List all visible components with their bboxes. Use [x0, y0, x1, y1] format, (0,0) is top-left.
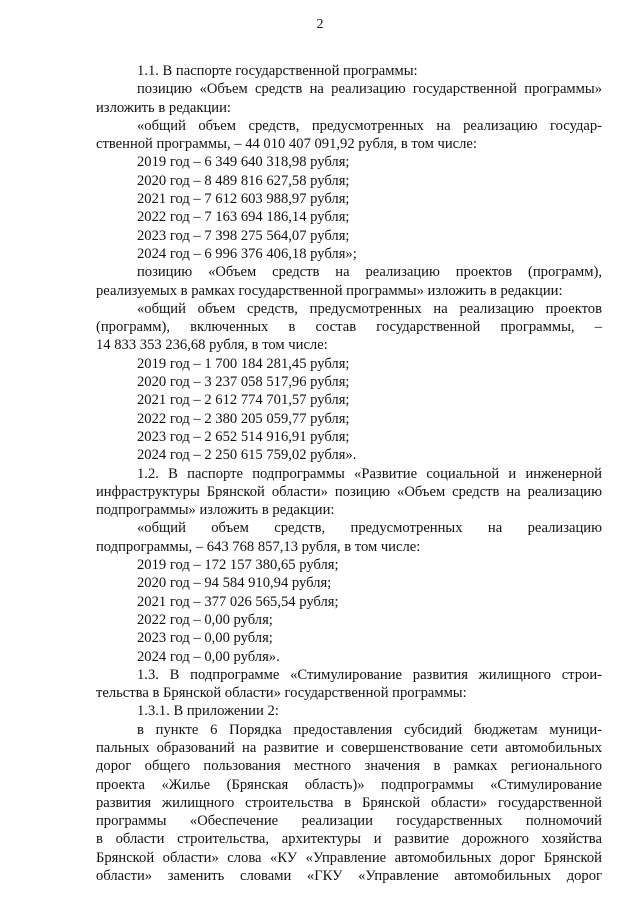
text-line: проекта «Жилье (Брянская область)» подпрограммы «Стимулирование — [96, 776, 602, 793]
funding-year-line: 2020 год – 3 237 058 517,96 рубля; — [137, 374, 350, 391]
page-number: 2 — [316, 17, 324, 32]
funding-year-line: 2022 год – 0,00 рубля; — [137, 611, 273, 628]
funding-year-line: 2023 год – 7 398 275 564,07 рубля; — [137, 227, 350, 244]
text-line: в пункте 6 Порядка предоставления субсидий бюджетам муници- — [137, 721, 602, 738]
text-line: изложить в редакции: — [96, 99, 231, 116]
funding-year-line: 2021 год – 377 026 565,54 рубля; — [137, 593, 339, 610]
text-line: «общий объем средств, предусмотренных на реализацию проектов — [137, 300, 602, 317]
text-line: развития жилищного строительства в Брянской области» государственной — [96, 794, 602, 811]
text-line: программы «Обеспечение реализации государственных полномочий — [96, 813, 602, 830]
funding-year-line: 2020 год – 8 489 816 627,58 рубля; — [137, 172, 350, 189]
funding-year-line: 2024 год – 2 250 615 759,02 рубля». — [137, 447, 357, 464]
funding-year-line: 2019 год – 6 349 640 318,98 рубля; — [137, 154, 350, 171]
funding-year-line: 2023 год – 0,00 рубля; — [137, 630, 273, 647]
funding-year-line: 2024 год – 0,00 рубля». — [137, 648, 280, 665]
text-line: инфраструктуры Брянской области» позицию «Объем средств на реализацию — [96, 483, 602, 500]
text-line: тельства в Брянской области» государственной программы: — [96, 685, 467, 702]
funding-year-line: 2021 год – 2 612 774 701,57 рубля; — [137, 392, 350, 409]
funding-year-line: 2020 год – 94 584 910,94 рубля; — [137, 575, 332, 592]
text-line: позицию «Объем средств на реализацию государственной программы» — [137, 81, 602, 98]
text-line: подпрограммы» изложить в редакции: — [96, 502, 335, 519]
funding-year-line: 2024 год – 6 996 376 406,18 рубля»; — [137, 245, 357, 262]
text-line: «общий объем средств, предусмотренных на реализацию — [137, 520, 602, 537]
document-body — [96, 62, 602, 885]
funding-year-line: 2021 год – 7 612 603 988,97 рубля; — [137, 191, 350, 208]
text-line: 1.1. В паспорте государственной программы: — [137, 63, 418, 79]
text-line: 14 833 353 236,68 рубля, в том числе: — [96, 337, 328, 354]
text-line: области» заменить словами «ГКУ «Управление автомобильных дорог — [96, 868, 602, 885]
text-line: 1.2. В паспорте подпрограммы «Развитие социальной и инженерной — [137, 465, 602, 482]
text-line: в области строительства, архитектуры и развитие дорожного хозяйства — [96, 831, 602, 848]
text-line: «общий объем средств, предусмотренных на реализацию государ- — [137, 117, 602, 134]
text-line: 1.3.1. В приложении 2: — [137, 703, 279, 720]
text-line: (программ), включенных в состав государственной программы, – — [96, 319, 602, 336]
text-line: 1.3. В подпрограмме «Стимулирование развития жилищного строи- — [137, 666, 602, 683]
funding-year-line: 2019 год – 172 157 380,65 рубля; — [137, 557, 339, 574]
funding-year-line: 2022 год – 2 380 205 059,77 рубля; — [137, 410, 350, 427]
funding-year-line: 2019 год – 1 700 184 281,45 рубля; — [137, 355, 350, 372]
funding-year-line: 2022 год – 7 163 694 186,14 рубля; — [137, 209, 350, 226]
text-line: ственной программы, – 44 010 407 091,92 рубля, в том числе: — [96, 136, 477, 153]
text-line: дорог общего пользования местного значения в рамках регионального — [96, 758, 602, 775]
text-line: пальных образований на развитие и совершенствование сети автомобильных — [96, 739, 602, 756]
funding-year-line: 2023 год – 2 652 514 916,91 рубля; — [137, 428, 350, 445]
text-line: Брянской области» слова «КУ «Управление автомобильных дорог Брянской — [96, 849, 602, 866]
text-line: позицию «Объем средств на реализацию проектов (программ), — [137, 264, 602, 281]
text-line: реализуемых в рамках государственной программы» изложить в редакции: — [96, 282, 563, 299]
text-line: подпрограммы, – 643 768 857,13 рубля, в том числе: — [96, 538, 421, 555]
